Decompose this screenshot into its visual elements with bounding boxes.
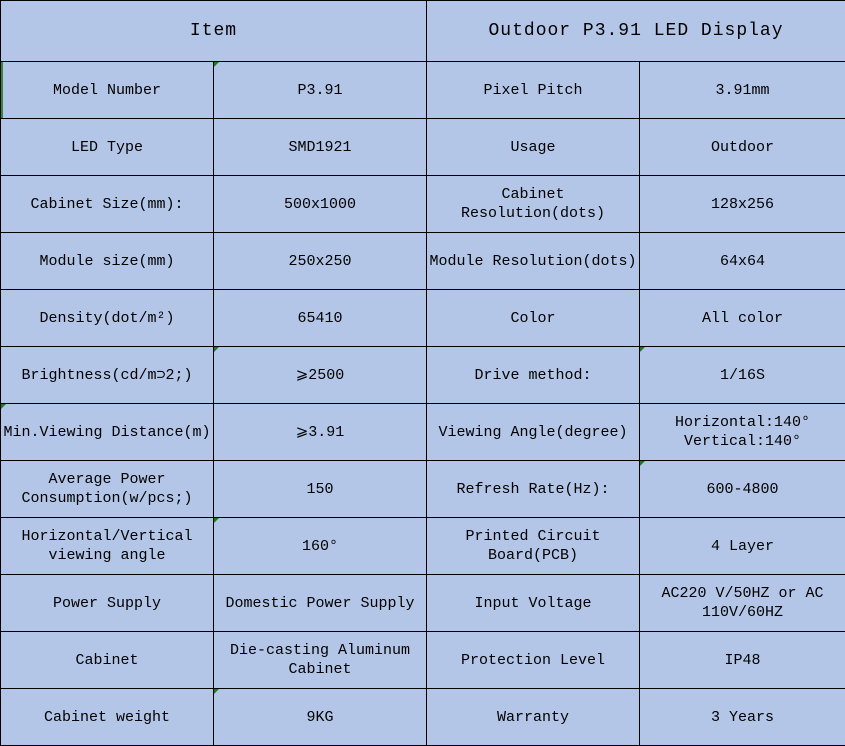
- spec-label-cell: Model Number: [1, 62, 214, 119]
- spec-label-cell: Module size(mm): [1, 233, 214, 290]
- spec-value-cell: 64x64: [640, 233, 845, 290]
- spec-value-cell: IP48: [640, 632, 845, 689]
- spec-label-cell: Input Voltage: [427, 575, 640, 632]
- spec-label-cell: Horizontal/Vertical viewing angle: [1, 518, 214, 575]
- spec-label-cell: Printed Circuit Board(PCB): [427, 518, 640, 575]
- table-row: [1, 347, 845, 404]
- spec-value-cell: All color: [640, 290, 845, 347]
- spec-label-cell: Average Power Consumption(w/pcs;): [1, 461, 214, 518]
- spec-label-cell: Cabinet Resolution(dots): [427, 176, 640, 233]
- spec-value-cell: Horizontal:140° Vertical:140°: [640, 404, 845, 461]
- spec-label-cell: Usage: [427, 119, 640, 176]
- header-item-cell: Item: [1, 1, 427, 62]
- table-row: [1, 575, 845, 632]
- spec-label-cell: Module Resolution(dots): [427, 233, 640, 290]
- spec-value-cell: Die-casting Aluminum Cabinet: [214, 632, 427, 689]
- spec-label-cell: Cabinet weight: [1, 689, 214, 746]
- spec-label-cell: Drive method:: [427, 347, 640, 404]
- spec-label-cell: Density(dot/m²): [1, 290, 214, 347]
- table-row: [1, 119, 845, 176]
- spec-value-cell: 9KG: [214, 689, 427, 746]
- spec-value-cell: 65410: [214, 290, 427, 347]
- spec-value-cell: SMD1921: [214, 119, 427, 176]
- table-row: [1, 176, 845, 233]
- spec-label-cell: Min.Viewing Distance(m): [1, 404, 214, 461]
- spec-value-cell: Outdoor: [640, 119, 845, 176]
- spec-label-cell: Viewing Angle(degree): [427, 404, 640, 461]
- spec-label-cell: Refresh Rate(Hz):: [427, 461, 640, 518]
- spec-value-cell: 128x256: [640, 176, 845, 233]
- table-row: [1, 632, 845, 689]
- spec-label-cell: Protection Level: [427, 632, 640, 689]
- spec-label-cell: Warranty: [427, 689, 640, 746]
- spec-label-cell: LED Type: [1, 119, 214, 176]
- table-row: [1, 461, 845, 518]
- spec-value-cell: AC220 V/50HZ or AC 110V/60HZ: [640, 575, 845, 632]
- header-row: [1, 1, 845, 62]
- spec-value-cell: 3.91mm: [640, 62, 845, 119]
- spec-value-cell: ⩾2500: [214, 347, 427, 404]
- spec-label-cell: Color: [427, 290, 640, 347]
- spec-value-cell: 150: [214, 461, 427, 518]
- table-row: [1, 290, 845, 347]
- spec-value-cell: 500x1000: [214, 176, 427, 233]
- spec-value-cell: 160°: [214, 518, 427, 575]
- table-row: [1, 404, 845, 461]
- spec-value-cell: Domestic Power Supply: [214, 575, 427, 632]
- spec-label-cell: Cabinet Size(mm):: [1, 176, 214, 233]
- spec-label-cell: Cabinet: [1, 632, 214, 689]
- spec-label-cell: Power Supply: [1, 575, 214, 632]
- spec-value-cell: 3 Years: [640, 689, 845, 746]
- spec-value-cell: 250x250: [214, 233, 427, 290]
- spec-value-cell: 4 Layer: [640, 518, 845, 575]
- spec-label-cell: Pixel Pitch: [427, 62, 640, 119]
- spec-value-cell: 1/16S: [640, 347, 845, 404]
- table-row: [1, 518, 845, 575]
- spec-label-cell: Brightness(cd/m⊃2;): [1, 347, 214, 404]
- spec-value-cell: P3.91: [214, 62, 427, 119]
- table-row: [1, 233, 845, 290]
- header-product-cell: Outdoor P3.91 LED Display: [427, 1, 845, 62]
- table-row: [1, 62, 845, 119]
- table-row: [1, 689, 845, 746]
- spec-value-cell: 600-4800: [640, 461, 845, 518]
- spec-value-cell: ⩾3.91: [214, 404, 427, 461]
